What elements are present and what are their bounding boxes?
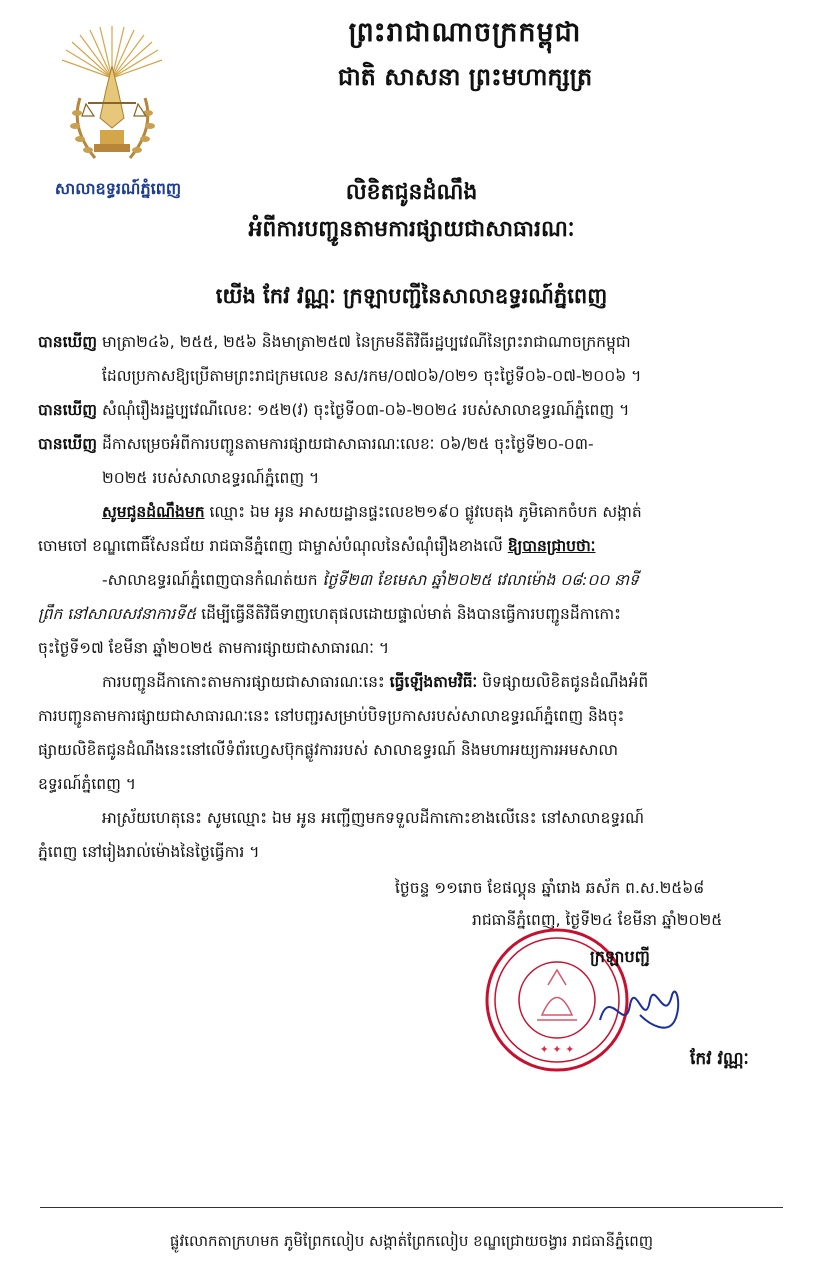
conclusion-paragraph-cont: ភ្នំពេញ នៅរៀងរាល់ម៉ោងនៃថ្ងៃធ្វើការ ។ (38, 843, 260, 861)
notify-cont: ចោមចៅ ខណ្ឌពោធិ៍សែនជ័យ រាជធានីភ្នំពេញ ជាម្ចាស់បំណុលនៃសំណុំរឿងខាងលើ (38, 537, 508, 555)
seen-clause-3 (38, 427, 806, 461)
svg-text:✦ ✦ ✦: ✦ ✦ ✦ (539, 1043, 575, 1056)
document-title: លិខិតជូនដំណឹង (345, 180, 478, 205)
kingdom-title: ព្រះរាជាណាចក្រកម្ពុជា (348, 17, 582, 48)
issuer-line: យើង កែវ វណ្ណៈ ក្រឡាបញ្ជីនៃសាលាឧទ្ធរណ៍ភ្នំពេញ (215, 284, 608, 308)
hearing-paragraph (38, 563, 806, 597)
method-paragraph (38, 665, 806, 699)
seen-label: បានឃើញ (38, 333, 98, 351)
method-text: ការបញ្ជូនដីកាកោះតាមការផ្សាយជាសាធារណៈនេះ (102, 673, 390, 691)
lunar-date: ថ្ងៃចន្ទ ១១រោច ខែផល្គុន ឆ្នាំរោង ឆស័ក ព.ស.២៥៦៨ (395, 879, 705, 897)
hearing-paragraph-end: ចុះថ្ងៃទី១៧ ខែមីនា ឆ្នាំ២០២៥ តាមការផ្សាយជាសាធារណៈ ។ (38, 639, 390, 657)
notify-label: សូមជូនដំណឹងមក (102, 503, 205, 521)
seen-label: បានឃើញ (38, 401, 98, 419)
method-paragraph-2: ការបញ្ជូនតាមការផ្សាយជាសាធារណៈនេះ នៅបញ្ជរសម្រាប់បិទប្រកាសរបស់សាលាឧទ្ធរណ៍ភ្នំពេញ និងចុះ (38, 707, 625, 725)
conclusion-paragraph: អាស្រ័យហេតុនេះ សូមឈ្មោះ ឯម អូន អញ្ជើញមកទទួលដីកាកោះខាងលើនេះ នៅសាលាឧទ្ធរណ៍ (102, 809, 645, 827)
notify-know: ឱ្យបានជ្រាបថាៈ (507, 537, 596, 555)
notify-line-cont (38, 529, 806, 563)
seen-clause-1-cont: ដែលប្រកាសឱ្យប្រើតាមព្រះរាជក្រមលេខ នស/រកម/០៧០៦/០២១ ចុះថ្ងៃទី០៦-០៧-២០០៦ ។ (102, 367, 642, 385)
seen-text: សំណុំរឿងរដ្ឋប្បវេណីលេខៈ ១៥២(វ) ចុះថ្ងៃទី០៣-០៦-២០២៤ របស់សាលាឧទ្ធរណ៍ភ្នំពេញ ។ (97, 401, 630, 419)
seen-label: បានឃើញ (38, 435, 98, 453)
hearing-purpose: ដើម្បីធ្វើនីតិវិធីទាញហេតុផលដោយផ្ទាល់មាត់ និងបានធ្វើការបញ្ជូនដីកាកោះ (196, 605, 621, 623)
signer-title: ក្រឡាបញ្ជី (590, 947, 650, 966)
hearing-date: ថ្ងៃទី២៣ ខែមេសា ឆ្នាំ២០២៥ វេលាម៉ោង ០៨:០០ នាទី (322, 571, 639, 589)
document-body (38, 325, 806, 869)
seen-clause-1 (38, 325, 806, 359)
national-motto: ជាតិ សាសនា ព្រះមហាក្សត្រ (337, 63, 593, 91)
seen-clause-2 (38, 393, 806, 427)
document-subtitle: អំពីការបញ្ជូនតាមការផ្សាយជាសាធារណៈ (248, 217, 575, 242)
notify-text: ឈ្មោះ ឯម អូន អាសយដ្ឋានផ្ទះលេខ២១៩០ ផ្លូវបេតុង ភូមិគោកចំបក សង្កាត់ (204, 503, 642, 521)
method-paragraph-4: ឧទ្ធរណ៍ភ្នំពេញ ។ (38, 775, 137, 793)
method-paragraph-3: ផ្សាយលិខិតជូនដំណឹងនេះនៅលើទំព័រហ្វេសប៊ុកផ្លូវការរបស់ សាលាឧទ្ធរណ៍ និងមហាអយ្យការអមសាលា (38, 741, 619, 759)
hearing-paragraph-cont (38, 597, 806, 631)
hearing-room: ព្រឹក នៅសាលសវនាការទី៥ (38, 605, 197, 623)
seen-text: មាត្រា២៤៦, ២៥៥, ២៥៦ និងមាត្រា២៥៧ នៃក្រមនីតិវិធីរដ្ឋប្បវេណីនៃព្រះរាជាណាចក្រកម្ពុជា (97, 333, 631, 351)
handwritten-signature (590, 975, 690, 1045)
court-name: សាលាឧទ្ធរណ៍ភ្នំពេញ (54, 179, 182, 198)
seen-text: ដីកាសម្រេចអំពីការបញ្ជូនតាមការផ្សាយជាសាធារណៈលេខៈ ០៦/២៥ ចុះថ្ងៃទី២០-០៣- (97, 435, 594, 453)
solar-date: រាជធានីភ្នំពេញ, ថ្ងៃទី២៤ ខែមីនា ឆ្នាំ២០២៥ (472, 911, 723, 929)
court-emblem (50, 18, 175, 178)
footer-address: ផ្លូវលោកតាក្រហមក ភូមិព្រែកលៀប សង្កាត់ព្រែកលៀប ខណ្ឌជ្រោយចង្វារ រាជធានីភ្នំពេញ (169, 1232, 654, 1250)
signer-name: កែវ វណ្ណៈ (690, 1049, 749, 1069)
method-label: ធ្វើឡើងតាមវិធីៈ (389, 673, 478, 691)
seen-clause-3-cont: ២០២៥ របស់សាលាឧទ្ធរណ៍ភ្នំពេញ ។ (102, 469, 320, 487)
hearing-text: -សាលាឧទ្ធរណ៍ភ្នំពេញបានកំណត់យក (102, 571, 323, 589)
notify-line (38, 495, 806, 529)
footer-divider (40, 1207, 783, 1208)
method-text-2: បិទផ្សាយលិខិតជូនដំណឹងអំពី (477, 673, 649, 691)
